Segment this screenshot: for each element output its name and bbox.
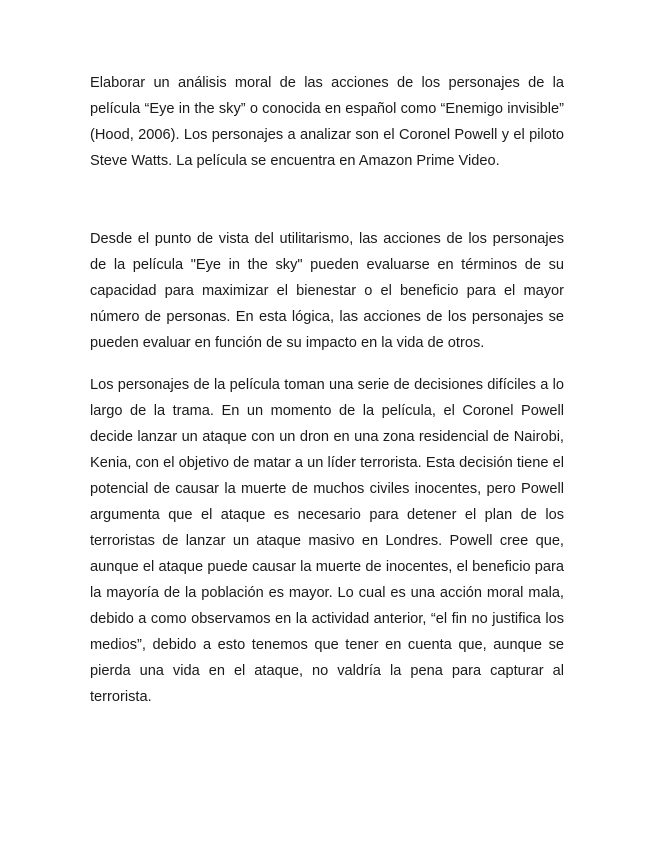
utilitarianism-paragraph: Desde el punto de vista del utilitarismo, las acciones de los personajes de la película "Eye in the sky" pueden evaluarse en términos de su capacidad para maximizar el bienestar o el beneficio para el mayor número de personas. En esta lógica, las acciones de los personajes se pueden evaluar en función de su impacto en la vida de otros.	[90, 231, 564, 351]
analysis-paragraph: Los personajes de la película toman una serie de decisiones difíciles a lo largo de la trama. En un momento de la película, el Coronel Powell decide lanzar un ataque con un dron en una zona residencial de Nairobi, Kenia, con el objetivo de matar a un líder terrorista. Esta decisión tiene el potencial de causar la muerte de muchos civiles inocentes, pero Powell argumenta que el ataque es necesario para detener el plan de los terroristas de lanzar un ataque masivo en Londres. Powell cree que, aunque el ataque puede causar la muerte de inocentes, el beneficio para la mayoría de la población es mayor. Lo cual es una acción moral mala, debido a como observamos en la actividad anterior, “el fin no justifica los medios”, debido a esto tenemos que tener en cuenta que, aunque se pierda una vida en el ataque, no valdría la pena para capturar al terrorista.	[90, 377, 564, 705]
assignment-instructions-paragraph: Elaborar un análisis moral de las acciones de los personajes de la película “Eye in the sky” o conocida en español como “Enemigo invisible” (Hood, 2006). Los personajes a analizar son el Coronel Powell y el piloto Steve Watts. La película se encuentra en Amazon Prime Video.	[90, 75, 564, 169]
document-page	[90, 70, 564, 710]
